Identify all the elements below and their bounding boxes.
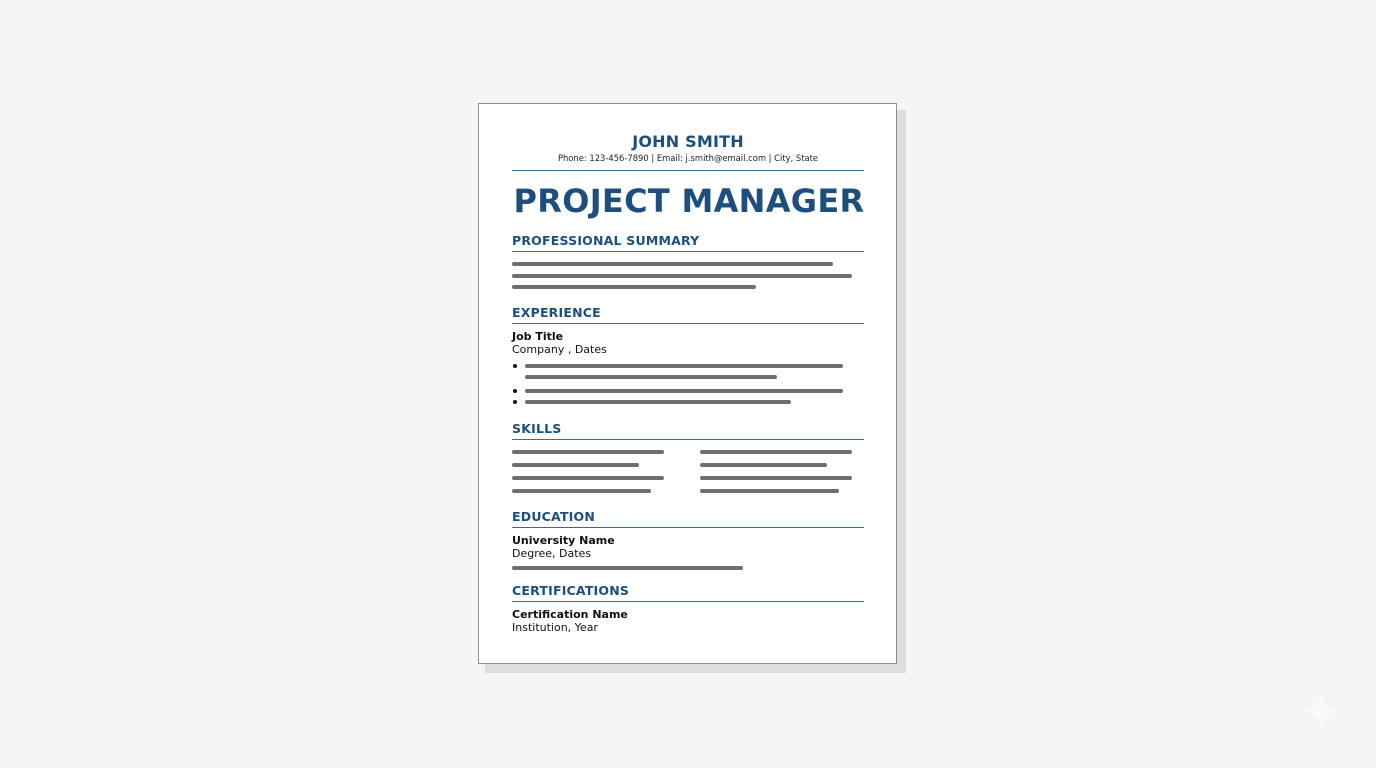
job-title: Job Title xyxy=(512,330,564,343)
institution-year: Institution, Year xyxy=(512,621,598,634)
skill-line xyxy=(512,463,639,467)
certifications-heading: CERTIFICATIONS xyxy=(512,583,630,598)
experience-text-line xyxy=(525,400,791,404)
skill-line xyxy=(512,476,664,480)
certifications-divider xyxy=(512,601,864,602)
bullet-point xyxy=(513,364,517,368)
bullet-point xyxy=(513,389,517,393)
skill-line xyxy=(700,450,852,454)
certification-name: Certification Name xyxy=(512,608,628,621)
header-divider xyxy=(512,170,864,171)
skill-line xyxy=(700,463,827,467)
experience-heading: EXPERIENCE xyxy=(512,305,601,320)
summary-text-line xyxy=(512,262,833,266)
resume-contact: Phone: 123-456-7890 | Email: j.smith@email.com | City, State xyxy=(557,153,819,163)
skills-divider xyxy=(512,439,864,440)
company-dates: Company , Dates xyxy=(512,343,607,356)
sparkle-icon xyxy=(1300,690,1342,732)
experience-text-line xyxy=(525,375,777,379)
education-text-line xyxy=(512,566,743,570)
summary-divider xyxy=(512,251,864,252)
resume-title: PROJECT MANAGER xyxy=(513,182,865,220)
skill-line xyxy=(512,450,664,454)
resume-name: JOHN SMITH xyxy=(632,132,744,151)
experience-divider xyxy=(512,323,864,324)
education-heading: EDUCATION xyxy=(512,509,596,524)
resume-sheet xyxy=(478,103,897,664)
university-name: University Name xyxy=(512,534,615,547)
summary-text-line xyxy=(512,285,756,289)
degree-dates: Degree, Dates xyxy=(512,547,592,560)
experience-text-line xyxy=(525,389,843,393)
skill-line xyxy=(512,489,651,493)
skills-heading: SKILLS xyxy=(512,421,562,436)
skill-line xyxy=(700,476,852,480)
skill-line xyxy=(700,489,839,493)
education-divider xyxy=(512,527,864,528)
bullet-point xyxy=(513,400,517,404)
summary-heading: PROFESSIONAL SUMMARY xyxy=(512,233,700,248)
experience-text-line xyxy=(525,364,843,368)
summary-text-line xyxy=(512,274,852,278)
